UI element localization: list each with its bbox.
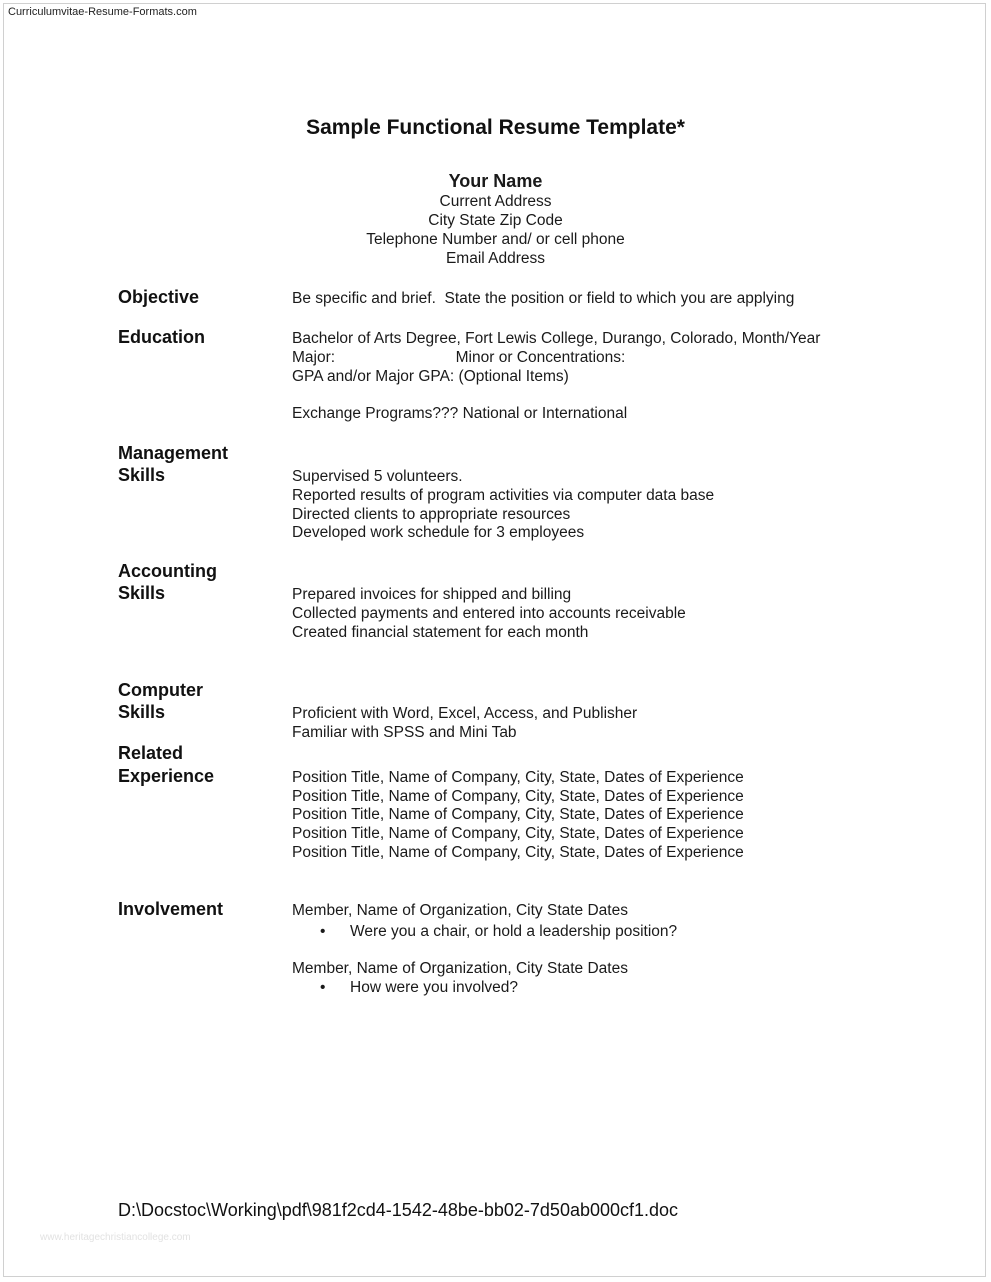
site-watermark: Curriculumvitae-Resume-Formats.com (8, 6, 197, 18)
education-line: GPA and/or Major GPA: (Optional Items) (292, 368, 569, 385)
management-line: Directed clients to appropriate resources (292, 506, 571, 523)
management-heading-skills: Skills (118, 465, 166, 485)
accounting-heading: Accounting (118, 561, 217, 581)
contact-address: Current Address (439, 193, 552, 210)
computer-heading-skills: Skills (118, 702, 166, 722)
accounting-line: Prepared invoices for shipped and billing (292, 586, 572, 603)
objective-heading: Objective (118, 287, 200, 307)
document-title: Sample Functional Resume Template* (306, 116, 685, 139)
management-heading: Management (118, 443, 229, 463)
involvement-entry: Member, Name of Organization, City State Dates (292, 960, 628, 977)
contact-block (0, 170, 991, 268)
accounting-line: Collected payments and entered into accounts receivable (292, 605, 686, 622)
education-line: Major: Minor or Concentrations: (292, 349, 626, 366)
experience-line: Position Title, Name of Company, City, State, Dates of Experience (292, 844, 744, 861)
contact-city-state-zip: City State Zip Code (428, 212, 563, 229)
file-path: D:\Docstoc\Working\pdf\981f2cd4-1542-48be-bb02-7d50ab000cf1.doc (118, 1200, 679, 1220)
contact-name: Your Name (448, 171, 543, 191)
experience-heading-experience: Experience (118, 766, 215, 786)
experience-line: Position Title, Name of Company, City, State, Dates of Experience (292, 806, 744, 823)
contact-phone: Telephone Number and/ or cell phone (366, 231, 625, 248)
contact-email: Email Address (445, 250, 546, 267)
experience-line: Position Title, Name of Company, City, State, Dates of Experience (292, 769, 744, 786)
involvement-entry: Member, Name of Organization, City State Dates (292, 902, 628, 919)
computer-line: Familiar with SPSS and Mini Tab (292, 724, 517, 741)
involvement-bullet (320, 922, 677, 941)
accounting-line: Created financial statement for each month (292, 624, 589, 641)
management-line: Developed work schedule for 3 employees (292, 524, 585, 541)
education-line: Bachelor of Arts Degree, Fort Lewis College, Durango, Colorado, Month/Year (292, 330, 821, 347)
involvement-heading: Involvement (118, 899, 224, 919)
management-line: Supervised 5 volunteers. (292, 468, 463, 485)
bullet-icon: • (320, 923, 326, 940)
experience-line: Position Title, Name of Company, City, State, Dates of Experience (292, 788, 744, 805)
education-heading: Education (118, 327, 206, 347)
faint-watermark: www.heritagechristiancollege.com (40, 1232, 191, 1243)
involvement-bullet (320, 978, 518, 997)
involvement-bullet-text: Were you a chair, or hold a leadership position? (350, 923, 678, 940)
experience-line: Position Title, Name of Company, City, State, Dates of Experience (292, 825, 744, 842)
management-line: Reported results of program activities via computer data base (292, 487, 715, 504)
accounting-heading-skills: Skills (118, 583, 166, 603)
education-line: Exchange Programs??? National or International (292, 405, 628, 422)
computer-heading: Computer (118, 680, 203, 700)
bullet-icon: • (320, 979, 326, 996)
computer-line: Proficient with Word, Excel, Access, and Publisher (292, 705, 638, 722)
involvement-bullet-text: How were you involved? (350, 979, 519, 996)
experience-heading: Related (118, 743, 184, 763)
objective-text: Be specific and brief. State the position or field to which you are applying (292, 290, 795, 307)
